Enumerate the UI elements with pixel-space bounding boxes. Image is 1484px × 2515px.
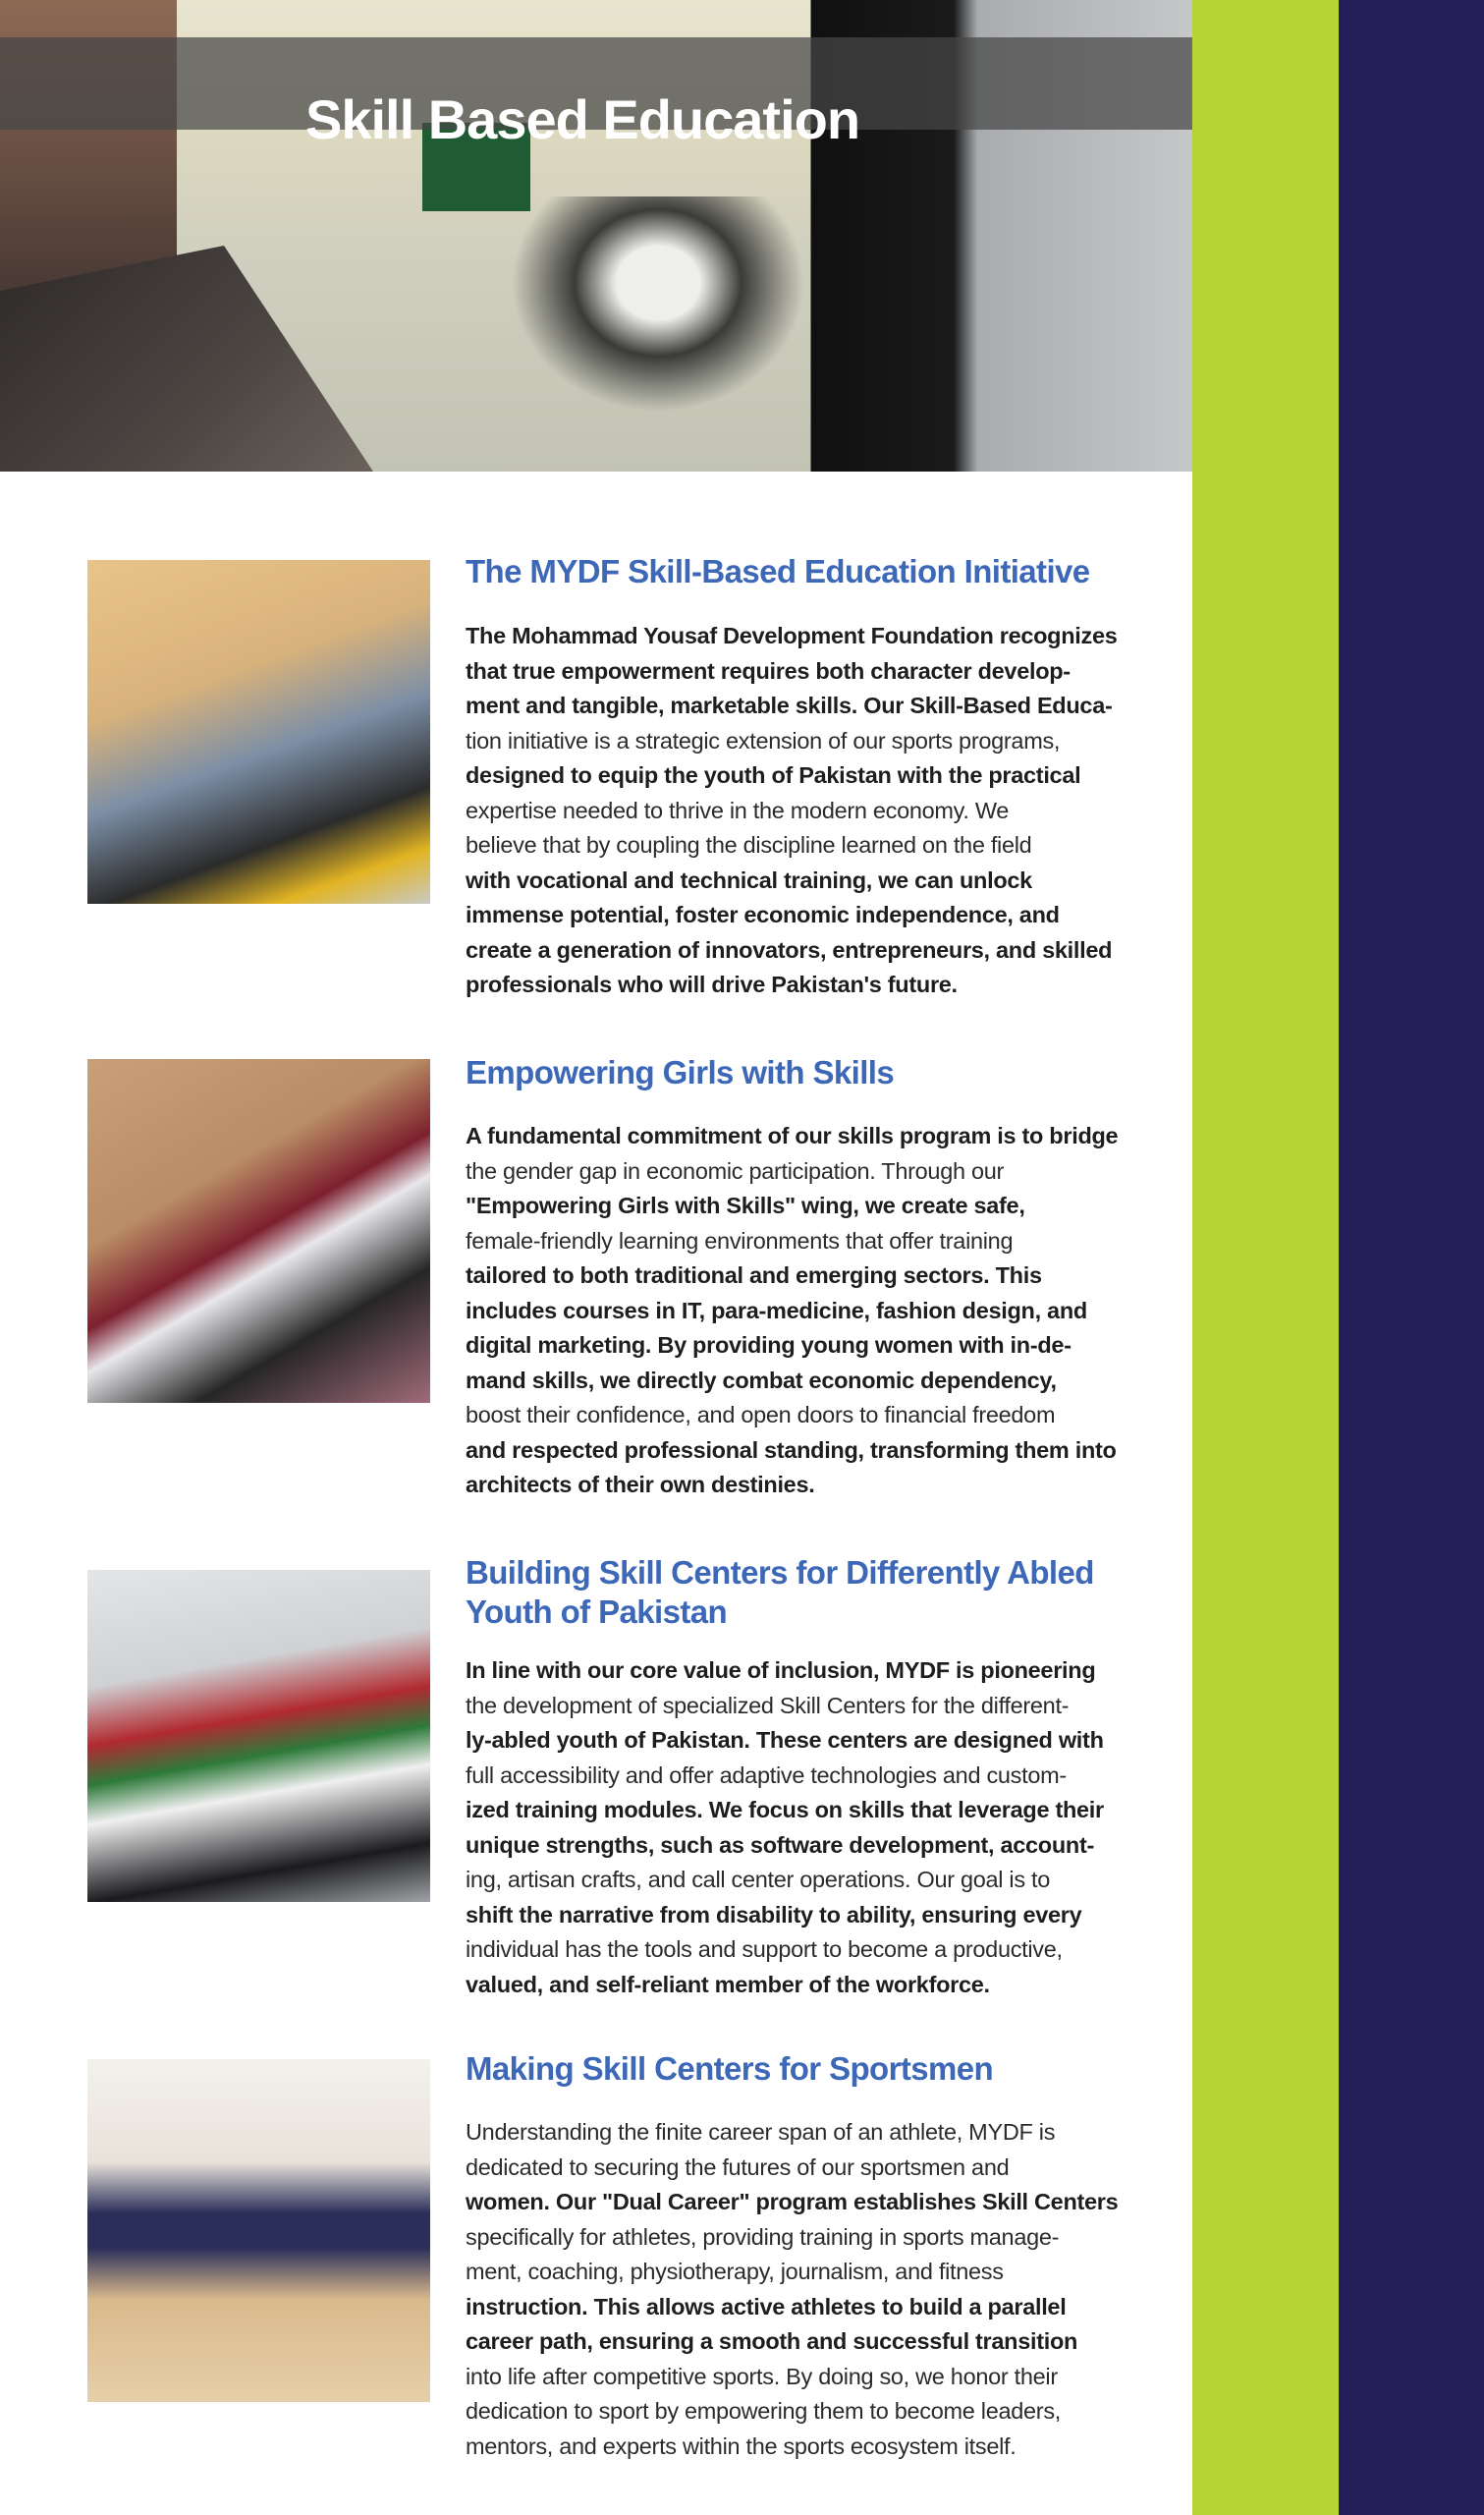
body-text-line: that true empowerment requires both character develop- [466, 657, 1071, 684]
body-text-line: tion initiative is a strategic extension of our sports programs, [466, 727, 1061, 754]
lime-accent-stripe [1192, 0, 1339, 2515]
body-text-line: boost their confidence, and open doors to financial freedom [466, 1402, 1056, 1427]
body-text-line: shift the narrative from disability to ability, ensuring every [466, 1901, 1082, 1928]
body-text-line: individual has the tools and support to become a productive, [466, 1936, 1063, 1962]
body-text-line: includes courses in IT, para-medicine, fashion design, and [466, 1297, 1087, 1323]
body-text-line: The Mohammad Yousaf Development Foundation recognizes [466, 623, 1118, 648]
body-text-line: In line with our core value of inclusion, MYDF is pioneering [466, 1657, 1096, 1683]
body-text-line: the gender gap in economic participation. Through our [466, 1157, 1005, 1184]
body-text-line: architects of their own destinies. [466, 1472, 815, 1497]
body-text-line: specifically for athletes, providing training in sports manage- [466, 2223, 1060, 2250]
body-text-line: professionals who will drive Pakistan's future. [466, 972, 958, 997]
body-text-line: mentors, and experts within the sports ecosystem itself. [466, 2432, 1017, 2459]
section-body-differently-abled [466, 1653, 1182, 2002]
navy-accent-stripe [1339, 0, 1484, 2515]
section-heading-sportsmen: Making Skill Centers for Sportsmen [466, 2050, 994, 2087]
body-text-line: dedicated to securing the futures of our sportsmen and [466, 2153, 1010, 2180]
body-text-line: ized training modules. We focus on skills that leverage their [466, 1797, 1104, 1822]
body-text-line: ment, coaching, physiotherapy, journalism, and fitness [466, 2259, 1004, 2284]
section-heading-initiative: The MYDF Skill-Based Education Initiative [466, 553, 1090, 589]
body-text-line: tailored to both traditional and emerging sectors. This [466, 1262, 1042, 1288]
body-text-line: unique strengths, such as software development, account- [466, 1831, 1095, 1858]
page-title: Skill Based Education [305, 87, 860, 150]
section-image-workshop [87, 560, 430, 904]
hero-image [0, 0, 1192, 472]
body-text-line: A fundamental commitment of our skills program is to bridge [466, 1123, 1119, 1148]
body-text-line: digital marketing. By providing young women with in-de- [466, 1332, 1072, 1358]
body-text-line: designed to equip the youth of Pakistan with the practical [466, 762, 1081, 788]
section-image-inclusion [87, 1570, 430, 1902]
body-text-line: ly-abled youth of Pakistan. These centers are designed with [466, 1727, 1104, 1753]
section-heading-girls: Empowering Girls with Skills [466, 1054, 895, 1090]
body-text-line: immense potential, foster economic independence, and [466, 902, 1060, 927]
section-image-sewing [87, 1059, 430, 1403]
body-text-line: "Empowering Girls with Skills" wing, we create safe, [466, 1193, 1025, 1218]
body-text-line: create a generation of innovators, entrepreneurs, and skilled [466, 936, 1113, 963]
section-body-sportsmen [466, 2115, 1182, 2464]
body-text-line: instruction. This allows active athletes to build a parallel [466, 2293, 1067, 2319]
heading-line-2: Youth of Pakistan [466, 1593, 728, 1630]
body-text-line: valued, and self-reliant member of the workforce. [466, 1971, 990, 1997]
section-body-girls [466, 1119, 1182, 1503]
section-image-sportsmen [87, 2059, 430, 2402]
body-text-line: women. Our "Dual Career" program establishes Skill Centers [466, 2189, 1119, 2214]
body-text-line: the development of specialized Skill Centers for the different- [466, 1692, 1070, 1718]
body-text-line: and respected professional standing, transforming them into [466, 1436, 1117, 1463]
body-text-line: expertise needed to thrive in the modern economy. We [466, 797, 1010, 823]
hero-computer-desks [0, 246, 373, 472]
body-text-line: ment and tangible, marketable skills. Our Skill-Based Educa- [466, 693, 1113, 718]
body-text-line: dedication to sport by empowering them to become leaders, [466, 2398, 1061, 2424]
body-text-line: with vocational and technical training, we can unlock [466, 866, 1032, 893]
body-text-line: female-friendly learning environments that offer training [466, 1227, 1014, 1254]
section-body-initiative [466, 619, 1182, 1003]
heading-line-1: Building Skill Centers for Differently Abled [466, 1554, 1094, 1591]
body-text-line: mand skills, we directly combat economic dependency, [466, 1367, 1057, 1393]
hero-student-chairs [511, 196, 805, 413]
body-text-line: believe that by coupling the discipline learned on the field [466, 832, 1032, 858]
body-text-line: career path, ensuring a smooth and successful transition [466, 2328, 1078, 2354]
section-heading-differently-abled [466, 1553, 1173, 1632]
body-text-line: full accessibility and offer adaptive technologies and custom- [466, 1761, 1067, 1788]
body-text-line: into life after competitive sports. By doing so, we honor their [466, 2363, 1058, 2389]
body-text-line: ing, artisan crafts, and call center operations. Our goal is to [466, 1867, 1051, 1892]
body-text-line: Understanding the finite career span of an athlete, MYDF is [466, 2119, 1056, 2145]
